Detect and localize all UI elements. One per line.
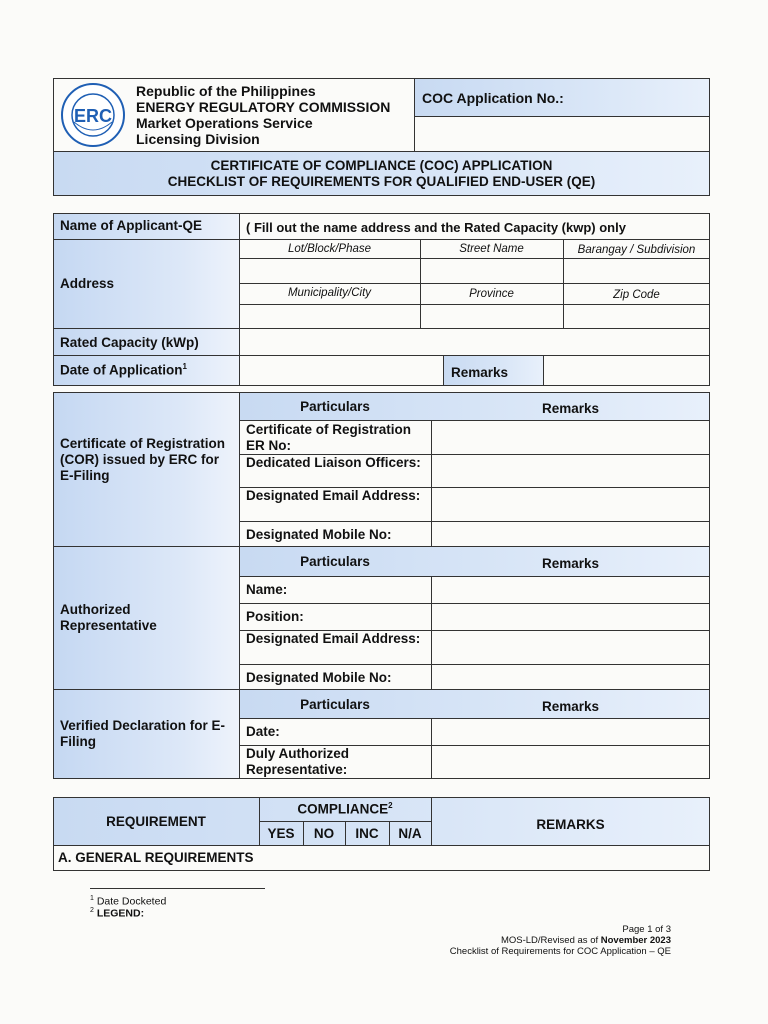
compliance-inc: INC [355,826,379,841]
rep-label: Authorized Representative [60,602,157,633]
vd-label: Verified Declaration for E-Filing [60,718,226,749]
address-label: Address [60,276,115,291]
svg-text:ERC: ERC [73,106,113,126]
header-erc: ENERGY REGULATORY COMMISSION [136,99,391,115]
name-instruction: ( Fill out the name address and the Rated Capacity (kwp) only [246,220,626,235]
vd-particulars-header: Particulars [300,697,370,712]
name-of-applicant-label: Name of Applicant-QE [60,218,203,233]
doc-title-1: CERTIFICATE OF COMPLIANCE (COC) APPLICATION [210,158,553,173]
vd-remarks-header: Remarks [541,699,600,714]
cor-remarks-header: Remarks [541,401,600,416]
addr-street: Street Name [459,243,524,255]
rep-position: Position: [246,609,304,624]
vd-date: Date: [246,724,280,739]
addr-municipality: Municipality/City [287,287,372,299]
footnote-2: $^2$ LEGEND: [90,907,145,920]
header-republic: Republic of the Philippines [136,83,316,99]
doc-title-2: CHECKLIST OF REQUIREMENTS FOR QUALIFIED END-USER (QE) [167,174,596,189]
date-of-application-label: Date of Application$^1$ [60,362,187,378]
rated-capacity-label: Rated Capacity (kWp) [60,335,199,350]
addr-province: Province [469,288,514,300]
rep-particulars-header: Particulars [300,554,370,569]
cor-liaison-officers: Dedicated Liaison Officers: [246,455,421,470]
cor-mobile: Designated Mobile No: [246,527,392,542]
rep-email: Designated Email Address: [246,631,421,646]
erc-logo [60,82,126,148]
compliance-yes: YES [267,826,295,841]
compliance-na: N/A [398,826,422,841]
header-mos: Market Operations Service [136,115,313,131]
page-number: Page 1 of 3 [622,924,671,935]
remarks-header: REMARKS [536,817,605,832]
date-remarks-label: Remarks [451,365,509,380]
rep-mobile: Designated Mobile No: [246,670,392,685]
addr-barangay: Barangay / Subdivision [577,244,696,256]
header-division: Licensing Division [136,131,260,147]
revised-line: MOS-LD/Revised as of November 2023 [500,935,671,946]
footer-doc-title: Checklist of Requirements for COC Application – QE [449,946,671,957]
cor-label: Certificate of Registration (COR) issued by ERC for E-Filing [60,436,226,483]
requirement-header: REQUIREMENT [106,814,206,829]
addr-lot-block: Lot/Block/Phase [287,243,372,255]
general-requirements-heading: A. GENERAL REQUIREMENTS [58,850,254,865]
compliance-no: NO [313,826,335,841]
coc-application-no-label: COC Application No.: [422,90,564,106]
rep-remarks-header: Remarks [541,556,600,571]
cor-email: Designated Email Address: [246,488,421,503]
addr-zip: Zip Code [613,289,660,301]
vd-duly-authorized: Duly Authorized Representative: [246,746,349,777]
compliance-header: COMPLIANCE$^2$ [297,801,393,817]
rep-name: Name: [246,582,288,597]
cor-particulars-header: Particulars [300,399,370,414]
footnote-1: $^1$ Date Docketed [90,895,167,908]
cor-er-no: Certificate of Registration ER No: [246,422,412,453]
